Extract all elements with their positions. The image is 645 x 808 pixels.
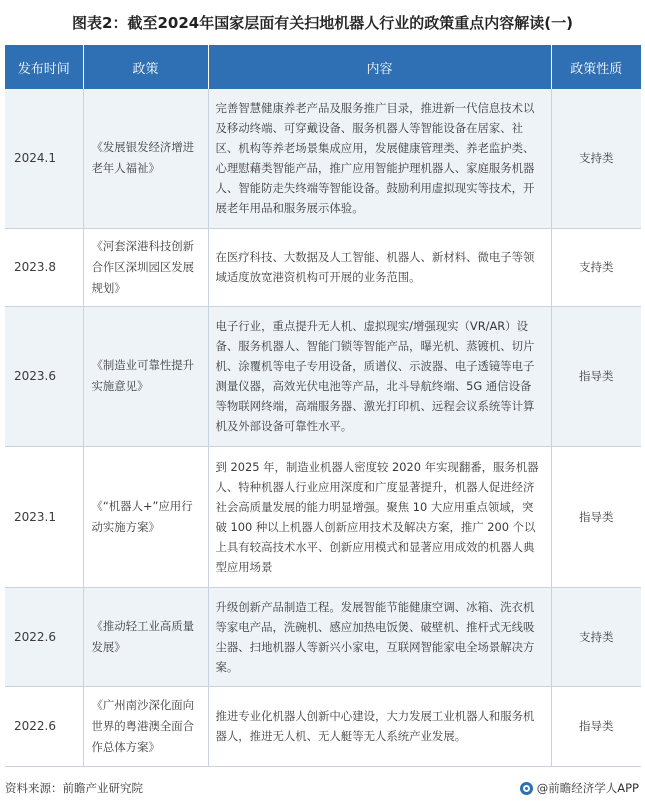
cell-policy: 《广州南沙深化面向世界的粤港澳全面合作总体方案》 [83, 686, 208, 766]
cell-nature: 指导类 [551, 446, 641, 587]
table-row [5, 587, 641, 686]
cell-time: 2023.8 [5, 228, 83, 306]
cell-time: 2023.1 [5, 446, 83, 587]
header-content: 内容 [208, 45, 551, 89]
cell-time: 2022.6 [5, 686, 83, 766]
cell-policy: 《发展银发经济增进老年人福祉》 [83, 89, 208, 228]
cell-policy: 《河套深港科技创新合作区深圳园区发展规划》 [83, 228, 208, 306]
cell-content: 到 2025 年，制造业机器人密度较 2020 年实现翻番，服务机器人、特种机器人行业应用深度和广度显著提升，机器人促进经济社会高质量发展的能力明显增强。聚焦 10 大应用重点领域，突破 100 种以上机器人创新应用技术及解决方案，推广 200 个以上具有较高技术水平、创新应用模式和显著应用成效的机器人典型应用场景 [208, 446, 551, 587]
cell-content: 在医疗科技、大数据及人工智能、机器人、新材料、微电子等领域适度放宽港资机构可开展的业务范围。 [208, 228, 551, 306]
source-note: 资料来源：前瞻产业研究院 [5, 781, 143, 795]
cell-content: 电子行业，重点提升无人机、虚拟现实/增强现实（VR/AR）设备、服务机器人、智能门锁等智能产品，曝光机、蒸镀机、切片机、涂覆机等电子专用设备，质谱仪、示波器、电子透镜等电子测量仪器，高效光伏电池等产品，北斗导航终端、5G 通信设备等物联网终端，高端服务器、激光打印机、远程会议系统等计算机及外部设备可靠性水平。 [208, 306, 551, 446]
cell-content: 推进专业化机器人创新中心建设，大力发展工业机器人和服务机器人，推进无人机、无人艇等无人系统产业发展。 [208, 686, 551, 766]
cell-nature: 支持类 [551, 228, 641, 306]
brand-credit-text: @前瞻经济学人APP [536, 781, 639, 795]
table-row [5, 228, 641, 306]
chart-title: 图表2：截至2024年国家层面有关扫地机器人行业的政策重点内容解读(一) [72, 14, 573, 32]
cell-time: 2024.1 [5, 89, 83, 228]
table-header-row [5, 45, 641, 89]
cell-policy: 《制造业可靠性提升实施意见》 [83, 306, 208, 446]
brand-logo-icon [520, 782, 533, 795]
cell-nature: 指导类 [551, 306, 641, 446]
table-row [5, 306, 641, 446]
cell-nature: 支持类 [551, 587, 641, 686]
policy-table [5, 45, 641, 767]
header-time: 发布时间 [5, 45, 83, 89]
brand-credit [520, 778, 639, 798]
cell-content: 完善智慧健康养老产品及服务推广目录，推进新一代信息技术以及移动终端、可穿戴设备、服务机器人等智能设备在居家、社区、机构等养老场景集成应用，发展健康管理类、养老监护类、心理慰藉类智能产品，推广应用智能护理机器人、家庭服务机器人、智能防走失终端等智能设备。鼓励利用虚拟现实等技术，开展老年用品和服务展示体验。 [208, 89, 551, 228]
header-nature: 政策性质 [551, 45, 641, 89]
cell-policy: 《推动轻工业高质量发展》 [83, 587, 208, 686]
table-row [5, 446, 641, 587]
header-policy: 政策 [83, 45, 208, 89]
cell-policy: 《“机器人+”应用行动实施方案》 [83, 446, 208, 587]
cell-nature: 指导类 [551, 686, 641, 766]
table-row [5, 89, 641, 228]
cell-time: 2023.6 [5, 306, 83, 446]
cell-time: 2022.6 [5, 587, 83, 686]
cell-content: 升级创新产品制造工程。发展智能节能健康空调、冰箱、洗衣机等家电产品，洗碗机、感应加热电饭煲、破壁机、推杆式无线吸尘器、扫地机器人等新兴小家电，互联网智能家电全场景解决方案。 [208, 587, 551, 686]
table-row [5, 686, 641, 766]
cell-nature: 支持类 [551, 89, 641, 228]
